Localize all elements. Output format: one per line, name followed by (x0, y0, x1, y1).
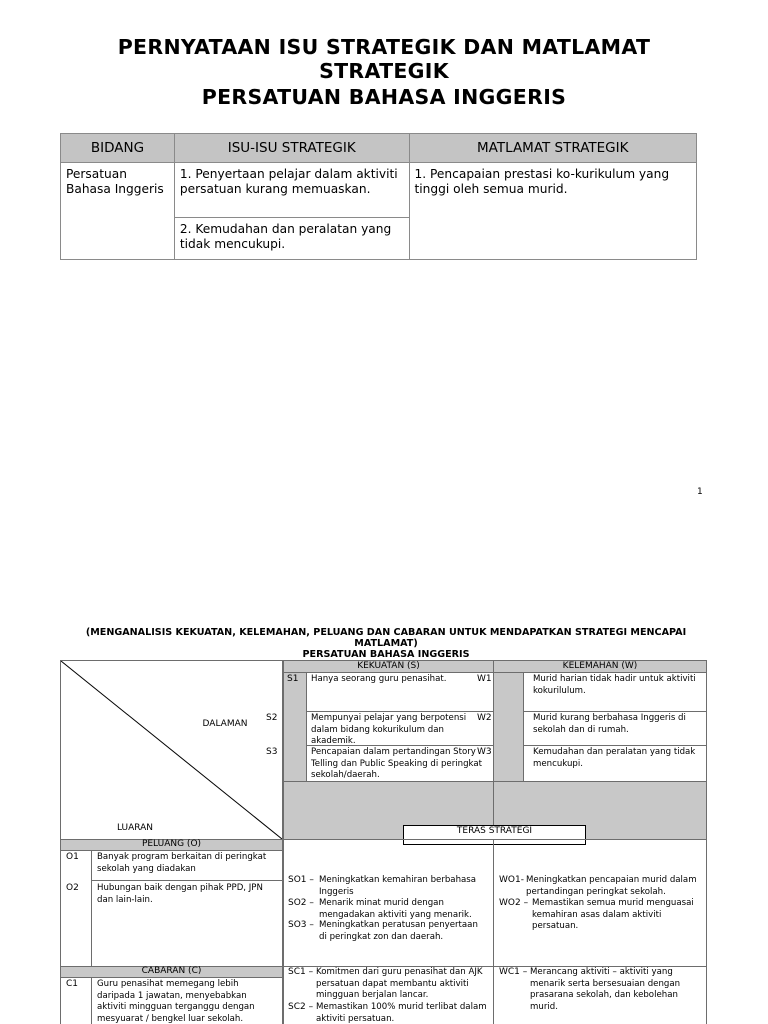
s1-code: S1 (287, 674, 299, 684)
w2-code: W2 (477, 713, 492, 723)
dalaman-luaran-corner-cell (60, 660, 283, 840)
o2-code: O2 (66, 883, 79, 893)
o-code-column (60, 850, 92, 967)
header-matlamat-strategik: MATLAMAT STRATEGIK (409, 134, 696, 163)
wo2-code: WO2 – (499, 898, 529, 908)
page-number: 1 (697, 487, 703, 497)
w3-code: W3 (477, 747, 492, 757)
label-dalaman: DALAMAN (202, 719, 248, 729)
sc2-code: SC2 – (288, 1002, 314, 1012)
w3-text: Kemudahan dan peralatan yang tidak mencukupi. (533, 747, 696, 769)
s3-code: S3 (266, 747, 278, 757)
c1-code: C1 (66, 979, 79, 989)
swot-heading-line-1: (MENGANALISIS KEKUATAN, KELEMAHAN, PELUANG DAN CABARAN UNTUK MENDAPATKAN STRATEGI MENCAPAI (85, 627, 687, 638)
teras-strategi-label: TERAS STRATEGI (456, 826, 533, 836)
s-code-column (283, 672, 307, 782)
diagonal-divider (61, 661, 282, 839)
wc1-code: WC1 – (499, 967, 528, 977)
wo2-text: Memastikan semua murid menguasai kemahiran asas dalam aktiviti persatuan. (532, 898, 694, 931)
w2-text: Murid kurang berbahasa Inggeris di sekolah dan di rumah. (533, 713, 686, 735)
so3-text: Meningkatkan peratusan penyertaan di peringkat zon dan daerah. (319, 920, 478, 942)
sc1-text: Komitmen dari guru penasihat dan AJK persatuan dapat membantu aktiviti mingguan berjalan lancar. (316, 967, 483, 1000)
page-title-line-2: STRATEGIK (319, 59, 449, 83)
o1-code: O1 (66, 852, 79, 862)
sc1-code: SC1 – (288, 967, 314, 977)
w1-code: W1 (477, 674, 492, 684)
header-bidang: BIDANG (61, 134, 175, 163)
so2-code: SO2 – (288, 898, 314, 908)
page-title-line-1: PERNYATAAN ISU STRATEGIK DAN MATLAMAT (117, 35, 651, 59)
swot-heading-line-2: MATLAMAT) (354, 638, 418, 649)
label-luaran: LUARAN (116, 823, 154, 833)
wo1-code: WO1- (499, 875, 524, 885)
wc1-text: Merancang aktiviti – aktiviti yang menarik serta bersesuaian dengan prasarana sekolah, dan kebolehan murid. (530, 967, 681, 1012)
peluang-header: PELUANG (O) (141, 839, 202, 849)
cabaran-header: CABARAN (C) (141, 966, 202, 976)
strategic-issues-table (60, 133, 697, 260)
goal-cell: 1. Pencapaian prestasi ko-kurikulum yang tinggi oleh semua murid. (409, 163, 696, 260)
s2-code: S2 (266, 713, 278, 723)
issue-2-cell: 2. Kemudahan dan peralatan yang tidak mencukupi. (174, 218, 409, 260)
so3-code: SO3 – (288, 920, 314, 930)
so1-text: Meningkatkan kemahiran berbahasa Inggeris (319, 875, 477, 897)
bidang-cell: Persatuan Bahasa Inggeris (61, 163, 175, 260)
s2-text: Mempunyai pelajar yang berpotensi dalam bidang kokurikulum dan akademik. (311, 713, 467, 746)
page-title-line-3: PERSATUAN BAHASA INGGERIS (201, 85, 567, 109)
so2-text: Menarik minat murid dengan mengadakan aktiviti yang menarik. (319, 898, 472, 920)
swot-heading-line-3: PERSATUAN BAHASA INGGERIS (302, 649, 470, 660)
kekuatan-header: KEKUATAN (S) (357, 661, 420, 671)
c1-text: Guru penasihat memegang lebih daripada 1 jawatan, menyebabkan aktiviti mingguan terganggu dengan mesyuarat / bengkel luar sekolah. (97, 979, 255, 1024)
w1-text: Murid harian tidak hadir untuk aktiviti kokurilulum. (533, 674, 696, 696)
w-code-column (493, 672, 524, 782)
so1-code: SO1 – (288, 875, 314, 885)
o1-text: Banyak program berkaitan di peringkat sekolah yang diadakan (97, 852, 267, 874)
s1-text: Hanya seorang guru penasihat. (311, 674, 447, 684)
issue-1-cell: 1. Penyertaan pelajar dalam aktiviti persatuan kurang memuaskan. (174, 163, 409, 218)
s3-text: Pencapaian dalam pertandingan Story Telling dan Public Speaking di peringkat sekolah/daerah. (311, 747, 482, 780)
kelemahan-header: KELEMAHAN (W) (562, 661, 638, 671)
wo1-text: Meningkatkan pencapaian murid dalam pertandingan peringkat sekolah. (526, 875, 697, 897)
header-isu-isu-strategik: ISU-ISU STRATEGIK (174, 134, 409, 163)
sc2-text: Memastikan 100% murid terlibat dalam aktiviti persatuan. (316, 1002, 487, 1024)
o2-text: Hubungan baik dengan pihak PPD, JPN dan lain-lain. (97, 883, 263, 905)
